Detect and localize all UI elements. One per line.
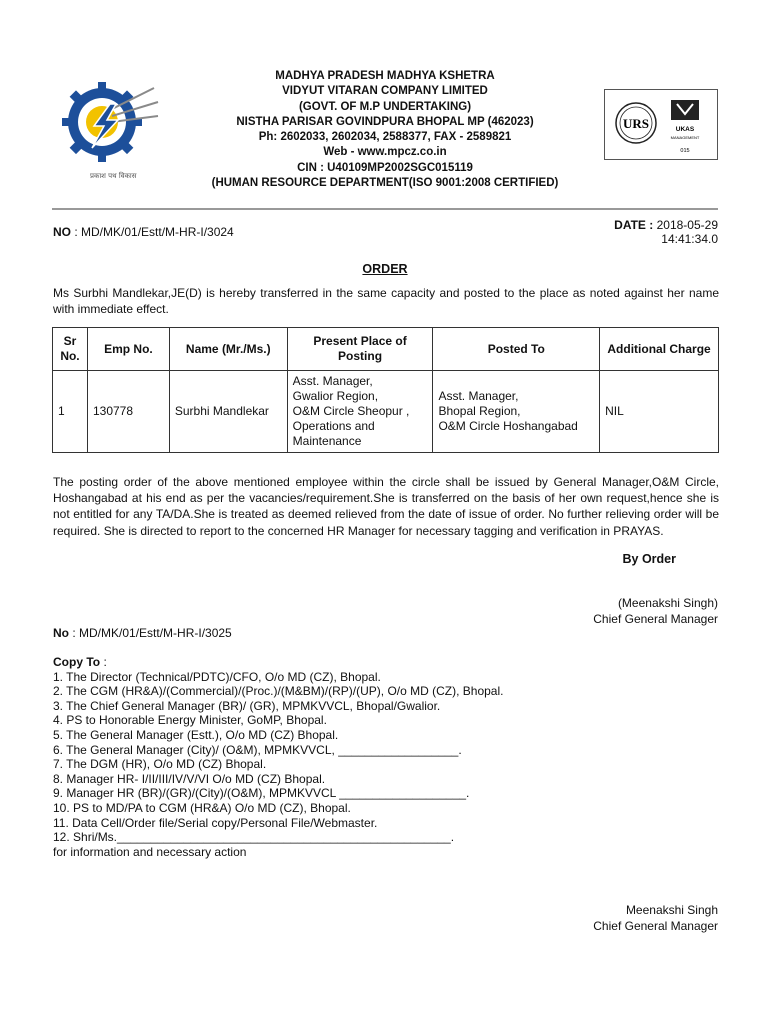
- date-block: [614, 218, 718, 246]
- intro-paragraph: Ms Surbhi Mandlekar,JE(D) is hereby transferred in the same capacity and posted to the place as noted against her name with immediate effect.: [53, 286, 719, 316]
- signature-block-1: [593, 596, 718, 627]
- company-address-line: NISTHA PARISAR GOVINDPURA BHOPAL MP (462023): [236, 115, 534, 128]
- cell-posted-to: [433, 371, 600, 453]
- company-department-line: (HUMAN RESOURCE DEPARTMENT(ISO 9001:2008 CERTIFIED): [211, 177, 559, 190]
- table-header-row: [53, 328, 719, 371]
- copy-to-label: Copy To: [53, 655, 101, 669]
- cell-present-posting: [287, 371, 433, 453]
- header-emp-no: Emp No.: [87, 328, 169, 371]
- header-name: Name (Mr./Ms.): [169, 328, 287, 371]
- posted-line: O&M Circle Hoshangabad: [438, 419, 578, 433]
- present-line: Gwalior Region,: [292, 389, 379, 403]
- company-web-line: Web - www.mpcz.co.in: [323, 146, 447, 159]
- company-status-line: (GOVT. OF M.P UNDERTAKING): [298, 100, 472, 113]
- list-item: 6. The General Manager (City)/ (O&M), MPMKVVCL, __________________.: [53, 742, 462, 757]
- list-item: 1. The Director (Technical/PDTC)/CFO, O/o MD (CZ), Bhopal.: [53, 669, 381, 684]
- by-order-label: By Order: [622, 552, 676, 566]
- list-item: 8. Manager HR- I/II/III/IV/V/VI O/o MD (CZ) Bhopal.: [53, 771, 326, 786]
- header-additional-charge: Additional Charge: [600, 328, 719, 371]
- reference-number-2: No : MD/MK/01/Estt/M-HR-I/3025: [53, 626, 232, 640]
- present-line: Asst. Manager,: [292, 374, 373, 388]
- list-item: 2. The CGM (HR&A)/(Commercial)/(Proc.)/(M&BM)/(RP)/(UP), O/o MD (CZ), Bhopal.: [53, 684, 504, 699]
- cell-emp-no: 130778: [87, 371, 169, 453]
- list-item: 4. PS to Honorable Energy Minister, GoMP, Bhopal.: [53, 713, 327, 728]
- certification-badge: [604, 89, 718, 160]
- present-line: Operations and: [292, 419, 375, 433]
- cell-name: Surbhi Mandlekar: [169, 371, 287, 453]
- header-sr-no: Sr No.: [53, 328, 88, 371]
- company-phone-line: Ph: 2602033, 2602034, 2588377, FAX - 2589821: [258, 131, 512, 144]
- cert-ukas-label: UKAS: [675, 126, 695, 133]
- posted-line: Asst. Manager,: [438, 389, 519, 403]
- cell-additional-charge: NIL: [600, 371, 719, 453]
- list-item: 3. The Chief General Manager (BR)/ (GR), MPMKVVCL, Bhopal/Gwalior.: [53, 698, 441, 713]
- reference-number: NO : MD/MK/01/Estt/M-HR-I/3024: [53, 225, 234, 239]
- order-title: ORDER: [362, 262, 408, 276]
- date-value: 2018-05-29: [656, 218, 718, 232]
- letterhead-divider: [52, 208, 718, 210]
- company-cin-line: CIN : U40109MP2002SGC015119: [297, 161, 473, 174]
- reference2-value: MD/MK/01/Estt/M-HR-I/3025: [79, 626, 232, 640]
- company-logo: [50, 66, 162, 194]
- reference-label: NO: [53, 225, 71, 239]
- header-present-posting: Present Place of Posting: [287, 328, 433, 371]
- list-item: 5. The General Manager (Estt.), O/o MD (CZ) Bhopal.: [53, 727, 339, 742]
- cert-management-label: MANAGEMENT: [670, 135, 700, 140]
- table-row: [53, 371, 719, 453]
- header-posted-to: Posted To: [433, 328, 600, 371]
- date-label: DATE :: [614, 218, 654, 232]
- list-item: 10. PS to MD/PA to CGM (HR&A) O/o MD (CZ), Bhopal.: [53, 800, 351, 815]
- posted-line: Bhopal Region,: [438, 404, 521, 418]
- cert-urs-label: URS: [622, 116, 650, 131]
- letterhead: [180, 69, 590, 191]
- company-name-line: VIDYUT VITARAN COMPANY LIMITED: [282, 85, 488, 98]
- list-item: 9. Manager HR (BR)/(GR)/(City)/(O&M), MPMKVVCL ___________________.: [53, 786, 470, 801]
- present-line: O&M Circle Sheopur ,: [292, 404, 410, 418]
- cell-sr-no: 1: [53, 371, 88, 453]
- signatory-designation: Chief General Manager: [593, 918, 718, 933]
- signatory-name: Meenakshi Singh: [625, 903, 718, 917]
- list-item: 11. Data Cell/Order file/Serial copy/Personal File/Webmaster.: [53, 815, 378, 830]
- company-region-line: MADHYA PRADESH MADHYA KSHETRA: [275, 70, 495, 82]
- signature-block-2: [593, 903, 718, 934]
- signatory-name: (Meenakshi Singh): [617, 596, 718, 610]
- logo-tagline: प्रकाश पथ विकास: [90, 172, 137, 180]
- list-item: 7. The DGM (HR), O/o MD (CZ) Bhopal.: [53, 757, 267, 772]
- posting-table: [52, 327, 719, 453]
- body-paragraph: The posting order of the above mentioned employee within the circle shall be issued by General Manager,O&M Circle, Hoshangabad at his end as per the vacancies/requirement.She is transferred on the basis of her own request,hence she is not entitled for any TA/DA.She is treated as deemed relieved from the date of issue of order. No further relieving order will be required. She is directed to report to the concerned HR Manager for necessary tagging and verification in PRAYAS.: [53, 475, 719, 538]
- time-value: 14:41:34.0: [661, 232, 718, 246]
- copy-to-list: Copy To : 1. The Director (Technical/PDTC)/CFO, O/o MD (CZ), Bhopal. 2. The CGM (HR&A)/(Commercial)/(Proc.)/(M&BM)/(RP)/(UP), O/o MD (CZ), Bhopal. 3. The Chief General Manager (BR)/ (GR), MPMKVVCL, Bhopal/Gwalior. 4. PS to Honorable Energy Minister, GoMP, Bhopal. 5. The General Manager (Estt.), O/o MD (CZ) Bhopal. 6. The General Manager (City)/ (O&M), MPMKVVCL, __________________. 7. The DGM (HR), O/o MD (CZ) Bhopal. 8. Manager HR- I/II/III/IV/V/VI O/o MD (CZ) Bhopal. 9. Manager HR (BR)/(GR)/(City)/(O&M), MPMKVVCL ___________________. 10. PS to MD/PA to CGM (HR&A) O/o MD (CZ), Bhopal. 11. Data Cell/Order file/Serial copy/Personal File/Webmaster. 12. Shri/Ms.__________________________________________________. for information and necessary action: [53, 655, 504, 859]
- copy-to-footer: for information and necessary action: [53, 844, 247, 859]
- signatory-designation: Chief General Manager: [593, 611, 718, 626]
- cert-number-label: 015: [680, 148, 690, 154]
- reference2-label: No: [53, 626, 69, 640]
- list-item: 12. Shri/Ms.__________________________________________________.: [53, 830, 455, 845]
- reference-value: MD/MK/01/Estt/M-HR-I/3024: [81, 225, 234, 239]
- present-line: Maintenance: [292, 434, 362, 448]
